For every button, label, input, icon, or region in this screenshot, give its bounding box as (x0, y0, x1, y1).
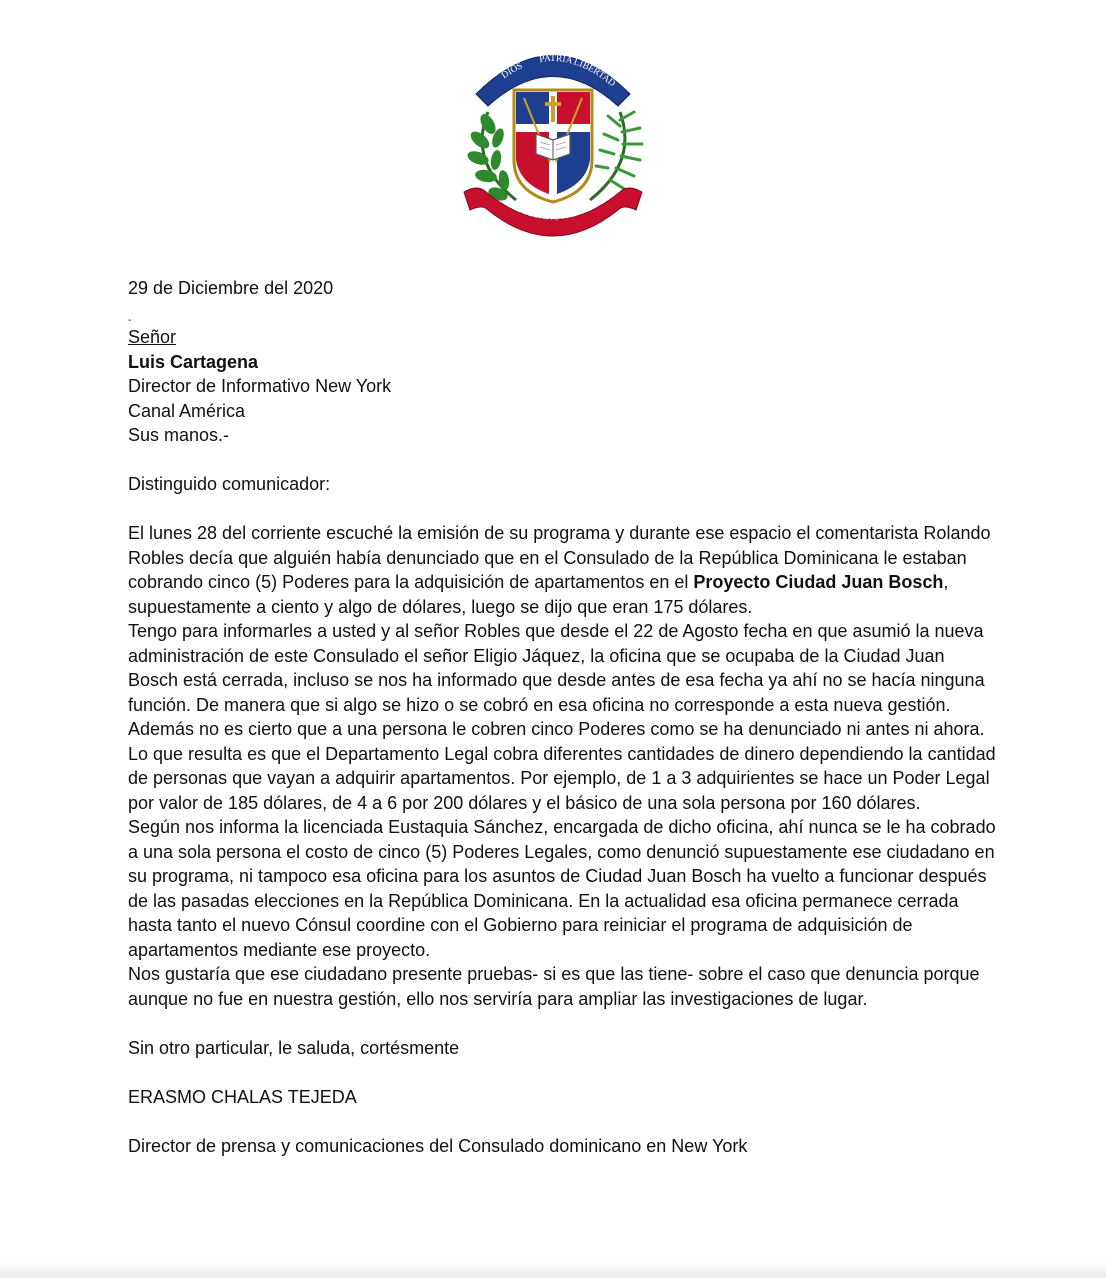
paragraph-1: El lunes 28 del corriente escuché la emisión de su programa y durante ese espacio el comentarista Rolando Robles decía que alguién había denunciado que en el Consulado de la República Dominicana le estaban cobrando cinco (5) Poderes para la adquisición de apartamentos en el Proyecto Ciudad Juan Bosch, supuestamente a ciento y algo de dólares, luego se dijo que eran 175 dólares. (128, 523, 991, 617)
motto-patria: PATRIA (538, 53, 574, 67)
motto-libertad: LIBERTAD (572, 57, 617, 90)
recipient-organization: Canal América (128, 400, 246, 421)
paragraph-5: Nos gustaría que ese ciudadano presente pruebas- si es que las tiene- sobre el caso que denuncia porque aunque no fue en nuestra gestión, ello nos serviría para ampliar las investigaciones de lugar. (128, 964, 980, 1009)
recipient-position: Director de Informativo New York (128, 376, 392, 396)
recipient-name: Luis Cartagena (128, 351, 259, 372)
salutation-title: Señor (128, 327, 177, 347)
paragraph-4: Según nos informa la licenciada Eustaquia Sánchez, encargada de dicho oficina, ahí nunca se le ha cobrado a una sola persona el costo de cinco (5) Poderes Legales, como denunció supuestamente ese ciudadano en su programa, ni tampoco esa oficina para los asuntos de Ciudad Juan Bosch ha vuelto a funcionar después de las pasadas elecciones en la República Dominicana. En la actualidad esa oficina permanece cerrada hasta tanto el nuevo Cónsul coordine con el Gobierno para reiniciar el programa de adquisición de apartamentos mediante ese proyecto. (128, 817, 996, 960)
letter-date: 29 de Diciembre del 2020 (128, 278, 334, 298)
paragraph-2: Tengo para informarles a usted y al señor Robles que desde el 22 de Agosto fecha en que asumió la nueva administración de este Consulado el señor Eligio Jáquez, la oficina que se ocupaba de la Ciudad Juan Bosch está cerrada, incluso se nos ha informado que desde antes de esa fecha ya ahí no se hacía ninguna función. De manera que si algo se hizo o se cobró en esa oficina no corresponde a esta nueva gestión. (128, 621, 985, 715)
paragraph-3: Además no es cierto que a una persona le cobren cinco Poderes como se ha denunciado ni antes ni ahora. Lo que resulta es que el Departamento Legal cobra diferentes cantidades de dinero dependiendo la cantidad de personas que vayan a adquirir apartamentos. Por ejemplo, de 1 a 3 adquirientes se hace un Poder Legal por valor de 185 dólares, de 4 a 6 por 200 dólares y el básico de una sola persona por 160 dólares. (128, 719, 996, 813)
letter-body (128, 276, 998, 1158)
coat-of-arms-emblem (458, 42, 648, 238)
signer-name: ERASMO CHALAS TEJEDA (128, 1086, 357, 1107)
project-name-bold: Proyecto Ciudad Juan Bosch (693, 572, 944, 592)
stray-mark: - (128, 314, 132, 326)
letter-greeting: Distinguido comunicador: (128, 474, 331, 494)
page-bottom-edge (0, 1262, 1106, 1278)
signer-title: Director de prensa y comunicaciones del Consulado dominicano en New York (128, 1135, 748, 1156)
letter-closing: Sin otro particular, le saluda, cortésmente (128, 1037, 460, 1058)
recipient-closing: Sus manos.- (128, 425, 230, 445)
ribbon-republica-dominicana: REPUBLICA DOMINICANA (507, 194, 608, 222)
motto-dios: DIOS (499, 61, 525, 82)
shield-icon (514, 90, 592, 202)
